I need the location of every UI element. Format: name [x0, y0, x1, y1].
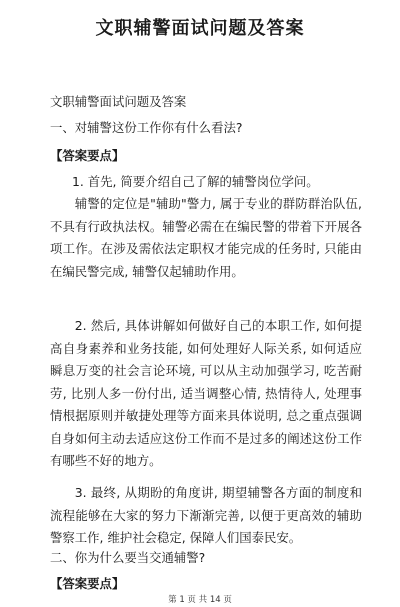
document-subtitle: 文职辅警面试问题及答案 — [50, 94, 187, 109]
answer-point-1-intro: 1. 首先, 简要介绍自己了解的辅警岗位学问。 — [72, 174, 319, 189]
answer-point-2: 2. 然后, 具体讲解如何做好自己的本职工作, 如何提高自身素养和业务技能, 如何处理好人际关系, 如何适应瞬息万变的社会言论环境, 可以从主动加强学习, 吃苦耐劳, 比别人多一份付出, 适当调整心情, 热情待人, 处理事情根据原则并敏捷处理等方面来具体说明, 总之重点强调自身如何主动去适应这份工作而不是过多的阐述这份工作有哪些不好的地方。 — [50, 318, 362, 468]
page-footer: 第 1 页 共 14 页 — [168, 595, 232, 605]
question-2: 二、你为什么要当交通辅警? — [50, 550, 206, 565]
answer-key-heading-2: 【答案要点】 — [50, 576, 125, 591]
page-title: 文职辅警面试问题及答案 — [95, 18, 305, 39]
answer-point-3: 3. 最终, 从期盼的角度讲, 期望辅警各方面的制度和流程能够在大家的努力下渐渐完善, 以便于更高效的辅助警察工作, 维护社会稳定, 保障人们国泰民安。 — [50, 485, 362, 545]
answer-point-1-body: 辅警的定位是"辅助"警力, 属于专业的群防群治队伍, 不具有行政执法权。辅警必需在在编民警的带着下开展各项工作。在涉及需依法定职权才能完成的任务时, 只能由在编民警完成, 辅警仅起辅助作用。 — [50, 196, 362, 279]
answer-key-heading-1: 【答案要点】 — [50, 148, 125, 163]
question-1: 一、对辅警这份工作你有什么看法? — [50, 120, 243, 135]
